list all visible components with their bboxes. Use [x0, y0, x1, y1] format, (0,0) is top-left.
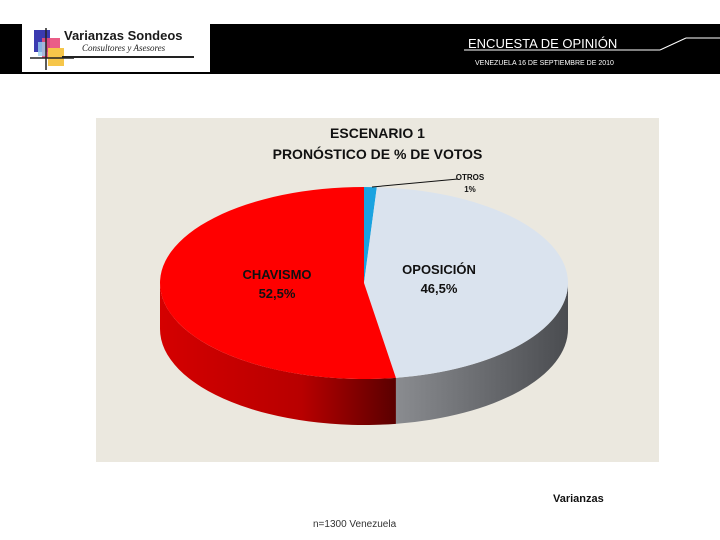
slice-label-chavismo — [222, 265, 332, 303]
slice-label-otros — [440, 172, 500, 196]
slice-value-chavismo: 52,5% — [258, 286, 296, 301]
survey-title: ENCUESTA DE OPINIÓN — [468, 36, 618, 51]
slice-label-oposicion — [384, 260, 494, 298]
brand-name: Varianzas Sondeos — [64, 28, 183, 43]
slice-value-oposicion: 46,5% — [420, 281, 458, 296]
brand-tagline: Consultores y Asesores — [82, 43, 166, 53]
slice-name-oposicion: OPOSICIÓN — [402, 262, 476, 277]
slice-value-otros: 1% — [464, 185, 476, 194]
chart-subtitle: PRONÓSTICO DE % DE VOTOS — [272, 146, 483, 162]
slice-name-otros: OTROS — [455, 173, 485, 182]
sample-size: n=1300 Venezuela — [313, 519, 397, 530]
chart-title: ESCENARIO 1 — [330, 125, 425, 141]
survey-date: VENEZUELA 16 DE SEPTIEMBRE DE 2010 — [475, 60, 614, 67]
slice-name-chavismo: CHAVISMO — [242, 267, 312, 282]
footer-brand: Varianzas — [553, 493, 604, 505]
